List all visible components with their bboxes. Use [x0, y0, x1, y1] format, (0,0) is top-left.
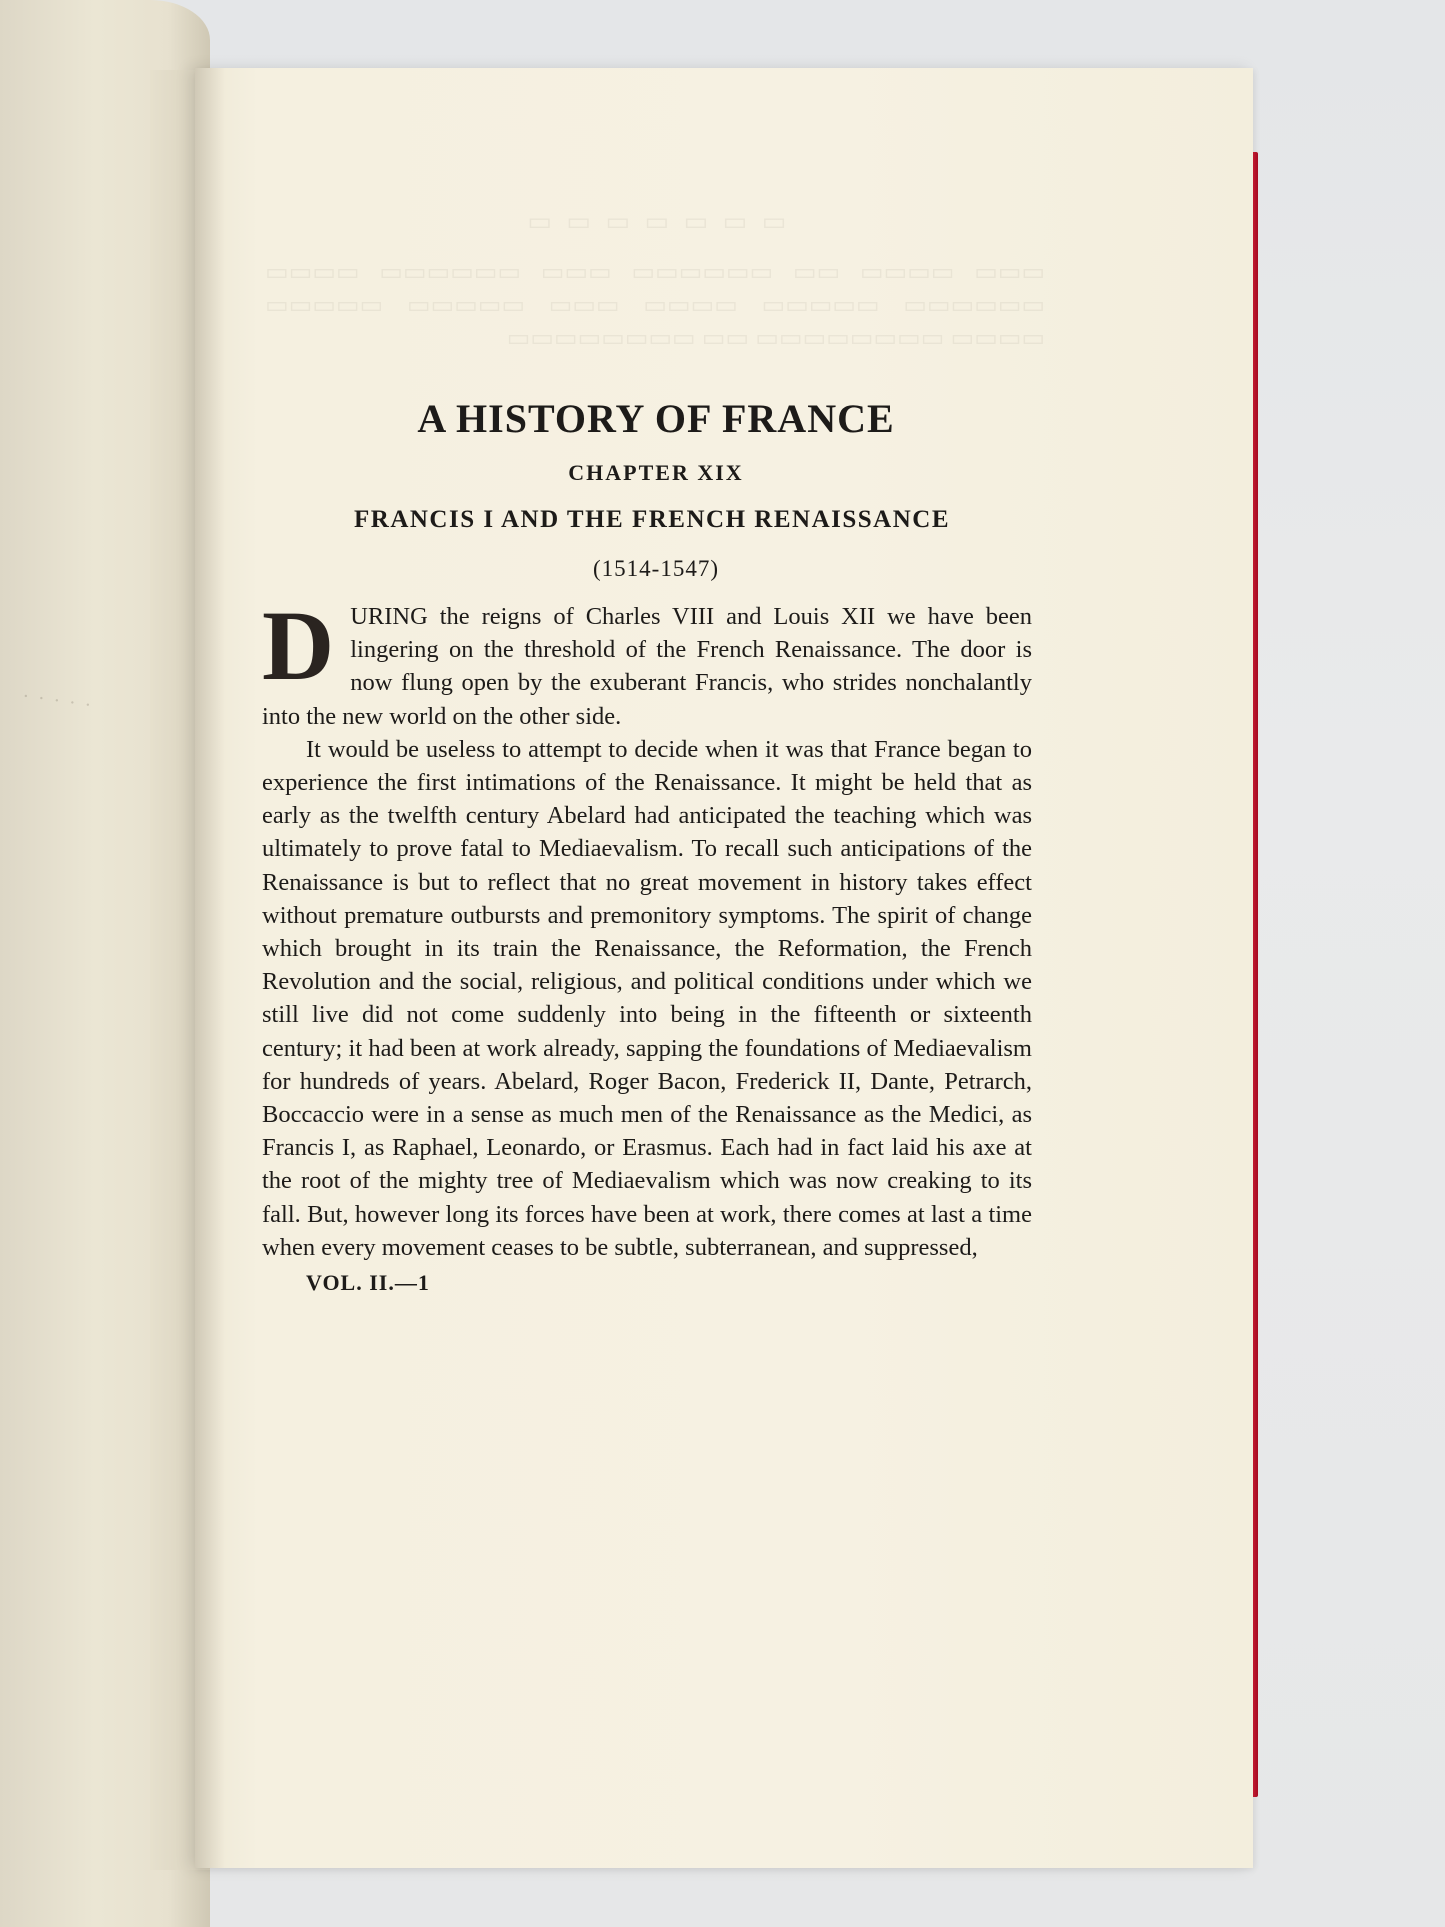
bleed-through-text: ▭ ▭ ▭ ▭ ▭ ▭ ▭ ▭▭▭ ▭▭▭▭ ▭▭ ▭▭▭▭▭▭ ▭▭▭ ▭▭▭▭▭▭ ▭▭▭▭ ▭▭▭▭▭▭ ▭▭▭▭▭ ▭▭▭▭ ▭▭▭ ▭▭▭▭▭ ▭▭▭▭▭ ▭▭▭▭ ▭▭▭▭▭▭▭▭ ▭▭ ▭▭▭▭▭▭▭▭ [265, 207, 1045, 352]
gutter-shadow [195, 68, 225, 1868]
facing-page-ghost-text: · · · · · [20, 685, 95, 717]
book-title: A HISTORY OF FRANCE [417, 396, 895, 441]
chapter-number: CHAPTER XIX [568, 460, 744, 485]
chapter-dates: (1514-1547) [593, 556, 719, 581]
chapter-title: FRANCIS I AND THE FRENCH RENAISSANCE [354, 506, 950, 533]
paragraph-2: It would be useless to attempt to decide when it was that France began to experience the first intimations of the Renaissance. It might be held that as early as the twelfth century Abelard had anticipated the teaching which was ultimately to prove fatal to Mediaevalism. To recall such anticipations of the Renaissance is but to reflect that no great movement in history takes effect without premature outbursts and premonitory symptoms. The spirit of change which brought in its train the Renaissance, the Reformation, the French Revolution and the social, religious, and political conditions under which we still live did not come suddenly into being in the fifteenth or sixteenth century; it had been at work already, sapping the foundations of Mediaevalism for hundreds of years. Abelard, Roger Bacon, Frederick II, Dante, Petrarch, Boccaccio were in a sense as much men of the Renaissance as the Medici, as Francis I, as Raphael, Leonardo, or Erasmus. Each had in fact laid his axe at the root of the mighty tree of Mediaevalism which was now creaking to its fall. But, however long its forces have been at work, there comes at last a time when every movement ceases to be subtle, subterranean, and suppressed, [262, 735, 1032, 1261]
drop-cap: D [262, 590, 335, 701]
paragraph-1-text: URING the reigns of Charles VIII and Louis XII we have been lingering on the threshold of the French Renaissance. The door is now flung open by the exuberant Francis, who strides nonchalantly into the new world on the other side. [262, 603, 1032, 730]
paragraph-1 [262, 590, 1032, 733]
page-text-block [262, 395, 1032, 1296]
signature-mark: VOL. II.—1 [306, 1270, 430, 1296]
